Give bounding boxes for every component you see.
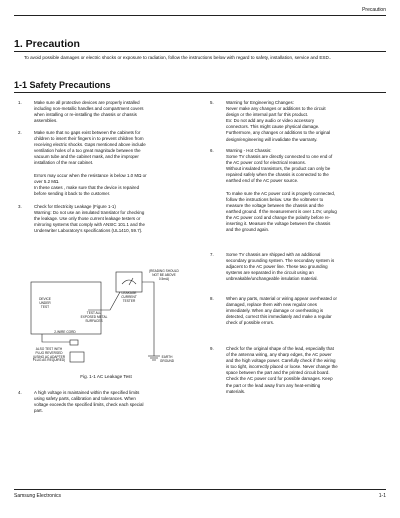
tester-box — [116, 272, 142, 292]
item-number: 8. — [210, 296, 214, 301]
item-number: 5. — [210, 100, 214, 105]
list-item — [206, 100, 386, 143]
item-number: 2. — [18, 130, 22, 135]
list-item — [206, 346, 386, 395]
figure-caption: Fig. 1-1 AC Leakage Test — [80, 374, 132, 379]
list-item — [14, 390, 198, 414]
intro-paragraph: To avoid possible damages or electric shocks or exposure to radiation, follow the instructions below with regard to safety, installation, service and ESD.. — [24, 55, 332, 60]
list-item — [14, 130, 198, 197]
item-text: When any parts, material or wiring appear overheated or damaged, replace them with new regular ones immediately. When any damage or overheating is detected, correct this immediately and make a regular check of possible errors. — [226, 296, 337, 326]
ac-leakage-test-figure — [30, 270, 190, 376]
list-item — [206, 296, 386, 326]
item-number: 9. — [210, 346, 214, 351]
item-number: 4. — [18, 390, 22, 395]
item-text: Warning - Hot Chassis: Some TV chassis are directly connected to one end of the AC power cord for electrical reasons. Without insulated transistors, the product can only be repaired safely when the chassis is connected to the earthed end of the AC power source. To make sure the AC power cord is properly connected, follow the instructions below. Use the voltmeter to measure the voltage between the chassis and the earthed ground. If the measurement is over 1.0V, unplug the AC power cord and change the polarity before re- inserting it. Measure the voltage between the chassis and the ground again. — [226, 148, 337, 233]
header-rule — [14, 15, 386, 16]
outlet — [70, 352, 84, 362]
footer-company: Samsung Electronics — [14, 493, 61, 499]
list-item — [14, 204, 198, 234]
item-text: Warning for Engineering Changes: Never make any changes or additions to the circuit design or the internal part for this product. Ex: Do not add any audio or video accessory connectors. This might cause physical damage. Furthermore, any changes or additions to the original design/engineering will invalidate the warranty. — [226, 100, 331, 142]
list-item — [14, 100, 198, 124]
label-leakage-tester: LEAKAGE CURRENT TESTER — [121, 291, 137, 303]
item-number: 1. — [18, 100, 22, 105]
item-text: Check for the original shape of the lead, especially that of the antenna wiring, any sharp edges, the AC power and the high voltage power. Carefully check if the wiring is too tight, incorrectly placed or loose. Never change the space between the part and the printed circuit board. Check the AC power cord for possible damages. Keep the part or the lead away from any heat-emitting materials. — [226, 346, 338, 394]
list-item — [206, 252, 386, 282]
section-heading: 1-1 Safety Precautions — [14, 80, 111, 90]
meter-arc — [122, 280, 136, 284]
plug — [70, 340, 78, 345]
list-item — [206, 148, 386, 233]
label-test-all: TEST ALL EXPOSED METAL SURFACES — [80, 311, 108, 323]
label-device-under-test: DEVICE UNDER TEST — [39, 297, 51, 309]
title-rule — [14, 51, 386, 52]
page-number: 1-1 — [378, 493, 386, 499]
page-title: 1. Precaution — [14, 38, 80, 50]
running-header: Precaution — [362, 7, 386, 13]
meter-needle — [129, 278, 133, 285]
item-text: Check for Electricity Leakage (Figure 1-1) Warning: Do not use an insulated translator for checking the leakage. Use only those current leakage testers or mirroring systems that comply with ANSIC 101.1 and the Underwriter Laboratory's specifications (UL1410, 59.7). — [34, 204, 145, 234]
item-text: Make sure all protective devices are properly installed including non-metallic handles and compartment covers when installing or re-installing the chassis or chassis assemblies. — [34, 100, 144, 124]
item-text: Some TV chassis are shipped with an additional secondary grounding system. The secondary system is adjacent to the AC power line. These two grounding systems are separated in the circuit using an unbreakable/unchangeable insulation material. — [226, 252, 335, 282]
item-number: 6. — [210, 148, 214, 153]
label-also-test: ALSO TEST WITH PLUG REVERSED (USING AC ADAPTER PLUG AS REQUIRED) — [32, 347, 66, 363]
section-rule — [14, 92, 386, 93]
footer-rule — [14, 489, 386, 490]
label-earth-ground: EARTH GROUND — [159, 355, 175, 363]
item-number: 7. — [210, 252, 214, 257]
earth-lead — [142, 282, 154, 356]
label-two-wire-cord: 2-WIRE CORD — [54, 330, 76, 334]
item-text: Make sure that no gaps exist between the cabinets for children to insert their fingers in to prevent children from receiving electric shocks. Gaps mentioned above include ventilation holes of a too great magnitude between the vacuum tube and the cabinet mask, and the improper installation of the rear cabinet. Errors may occur when the resistance is below 1.0 MΩ or over 5.2 MΩ. In these cases , make sure that the device is repaired before sending it back to the customer. — [34, 130, 147, 196]
label-reading: (READING SHOULD NOT BE ABOVE 0.5mA) — [149, 269, 179, 281]
power-cord — [42, 334, 70, 342]
item-number: 3. — [18, 204, 22, 209]
item-text: A high voltage is maintained within the specified limits using safety parts, calibration and tolerances. When voltage exceeds the specified limits, check each special part. — [34, 390, 144, 414]
